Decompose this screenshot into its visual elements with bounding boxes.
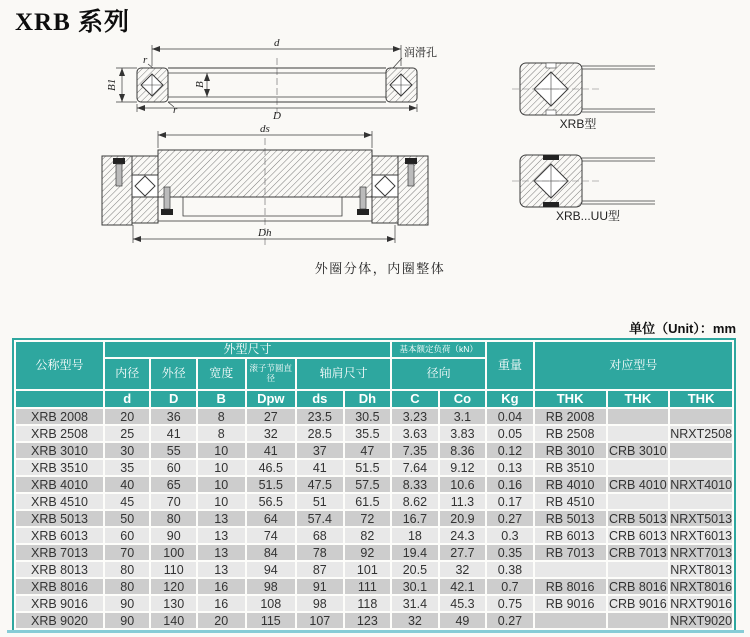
dim-label-r-bottom: r [173, 104, 178, 116]
value-cell: 25 [105, 426, 150, 441]
header-ds: ds [297, 391, 343, 407]
value-cell: 115 [247, 613, 296, 628]
value-cell: 57.4 [297, 511, 343, 526]
header-Dpw: Dpw [247, 391, 296, 407]
value-cell [670, 409, 732, 424]
value-cell [608, 409, 669, 424]
value-cell: 47.5 [297, 477, 343, 492]
value-cell: 0.27 [487, 613, 533, 628]
value-cell: 0.3 [487, 528, 533, 543]
value-cell: RB 2508 [535, 426, 606, 441]
value-cell: 30 [105, 443, 150, 458]
value-cell: 35 [105, 460, 150, 475]
value-cell: NRXT2508 [670, 426, 732, 441]
value-cell: RB 9016 [535, 596, 606, 611]
value-cell: 90 [105, 596, 150, 611]
value-cell: 27.7 [440, 545, 486, 560]
value-cell: 13 [198, 511, 245, 526]
value-cell: 90 [151, 528, 196, 543]
value-cell: RB 7013 [535, 545, 606, 560]
value-cell: 30.1 [392, 579, 438, 594]
value-cell: 0.12 [487, 443, 533, 458]
value-cell: 23.5 [297, 409, 343, 424]
xrb-type-drawing [512, 63, 655, 131]
table-row [16, 579, 732, 594]
value-cell: 84 [247, 545, 296, 560]
value-cell [608, 494, 669, 509]
value-cell: 0.17 [487, 494, 533, 509]
value-cell [608, 460, 669, 475]
value-cell: 13 [198, 545, 245, 560]
value-cell: 20 [105, 409, 150, 424]
value-cell: 120 [151, 579, 196, 594]
value-cell: RB 6013 [535, 528, 606, 543]
value-cell: 41 [247, 443, 296, 458]
model-cell: XRB 2508 [16, 426, 103, 441]
value-cell: 42.1 [440, 579, 486, 594]
header-shoulder: 轴肩尺寸 [297, 359, 390, 389]
value-cell: RB 5013 [535, 511, 606, 526]
value-cell: 60 [105, 528, 150, 543]
page-title: XRB 系列 [15, 9, 131, 36]
value-cell: 3.23 [392, 409, 438, 424]
value-cell: 13 [198, 528, 245, 543]
value-cell: 80 [105, 579, 150, 594]
value-cell: 98 [247, 579, 296, 594]
value-cell: 32 [440, 562, 486, 577]
value-cell: 80 [151, 511, 196, 526]
value-cell: 32 [247, 426, 296, 441]
value-cell: 60 [151, 460, 196, 475]
value-cell: RB 3010 [535, 443, 606, 458]
value-cell: 24.3 [440, 528, 486, 543]
technical-drawings [0, 26, 750, 316]
header-width: 宽度 [198, 359, 245, 389]
table-row [16, 409, 732, 424]
header-matching: 对应型号 [535, 342, 732, 389]
value-cell: 70 [151, 494, 196, 509]
value-cell: RB 2008 [535, 409, 606, 424]
value-cell: 30.5 [345, 409, 391, 424]
header-B: B [198, 391, 245, 407]
value-cell: NRXT6013 [670, 528, 732, 543]
header-bore: 内径 [105, 359, 150, 389]
value-cell: 8 [198, 426, 245, 441]
value-cell: NRXT7013 [670, 545, 732, 560]
value-cell: 32 [392, 613, 438, 628]
value-cell: 10 [198, 477, 245, 492]
value-cell: 45 [105, 494, 150, 509]
value-cell [608, 613, 669, 628]
value-cell: 0.13 [487, 460, 533, 475]
value-cell: 51.5 [345, 460, 391, 475]
value-cell: 107 [297, 613, 343, 628]
value-cell: 65 [151, 477, 196, 492]
value-cell: 0.75 [487, 596, 533, 611]
value-cell: 8.62 [392, 494, 438, 509]
value-cell [670, 494, 732, 509]
value-cell: 28.5 [297, 426, 343, 441]
value-cell: 0.7 [487, 579, 533, 594]
table-body [16, 409, 732, 628]
value-cell: 61.5 [345, 494, 391, 509]
value-cell: 101 [345, 562, 391, 577]
table-row [16, 562, 732, 577]
header-blank [16, 391, 103, 407]
header-Dh: Dh [345, 391, 391, 407]
ring-cross-section-drawing [106, 37, 437, 122]
model-cell: XRB 4510 [16, 494, 103, 509]
dim-label-B1: B1 [106, 78, 118, 91]
value-cell: CRB 8016 [609, 579, 667, 594]
value-cell: RB 4010 [535, 477, 606, 492]
header-Kg: Kg [487, 391, 533, 407]
value-cell: 41 [151, 426, 196, 441]
value-cell: 20 [198, 613, 245, 628]
xrb-type-label: XRB型 [559, 117, 597, 131]
value-cell: 0.27 [487, 511, 533, 526]
model-cell: XRB 3510 [16, 460, 103, 475]
value-cell: 37 [297, 443, 343, 458]
model-cell: XRB 4010 [16, 477, 103, 492]
value-cell: CRB 3010 [609, 443, 667, 458]
value-cell: 49 [440, 613, 486, 628]
value-cell: 7.35 [392, 443, 438, 458]
model-cell: XRB 9016 [16, 596, 103, 611]
value-cell: NRXT8013 [670, 562, 732, 577]
value-cell: 35.5 [345, 426, 391, 441]
value-cell: 140 [151, 613, 196, 628]
value-cell: 9.12 [440, 460, 486, 475]
value-cell: 100 [151, 545, 196, 560]
value-cell: 10 [198, 443, 245, 458]
header-d: d [105, 391, 150, 407]
header-thk-2: THK [608, 391, 669, 407]
value-cell: 11.3 [440, 494, 486, 509]
value-cell: 7.64 [392, 460, 438, 475]
value-cell: 19.4 [392, 545, 438, 560]
value-cell: RB 8016 [535, 579, 606, 594]
value-cell: 57.5 [345, 477, 391, 492]
model-cell: XRB 8013 [16, 562, 103, 577]
value-cell: 92 [345, 545, 391, 560]
value-cell: 0.04 [487, 409, 533, 424]
value-cell [535, 613, 606, 628]
value-cell: 46.5 [247, 460, 296, 475]
value-cell [608, 426, 669, 441]
dim-label-B: B [194, 81, 206, 88]
header-weight: 重量 [487, 342, 533, 389]
dim-label-d: d [274, 37, 280, 49]
value-cell: 8.36 [440, 443, 486, 458]
value-cell: 45.3 [440, 596, 486, 611]
lube-hole-label: 润滑孔 [404, 47, 437, 59]
value-cell: CRB 4010 [609, 477, 667, 492]
table-row [16, 494, 732, 509]
value-cell: 8.33 [392, 477, 438, 492]
value-cell: 110 [151, 562, 196, 577]
header-C: C [392, 391, 438, 407]
value-cell: 80 [105, 562, 150, 577]
dim-label-D: D [273, 110, 281, 122]
value-cell: NRXT4010 [670, 477, 732, 492]
value-cell: 90 [105, 613, 150, 628]
xrb-uu-type-label: XRB...UU型 [555, 209, 621, 223]
value-cell: 118 [345, 596, 391, 611]
model-cell: XRB 6013 [16, 528, 103, 543]
table-row [16, 596, 732, 611]
value-cell: 0.35 [487, 545, 533, 560]
table-row [16, 426, 732, 441]
model-cell: XRB 2008 [16, 409, 103, 424]
value-cell: 41 [297, 460, 343, 475]
value-cell: 111 [345, 579, 391, 594]
value-cell: CRB 7013 [609, 545, 667, 560]
value-cell: 0.16 [487, 477, 533, 492]
value-cell: 94 [247, 562, 296, 577]
header-od: 外径 [151, 359, 196, 389]
model-cell: XRB 9020 [16, 613, 103, 628]
dim-label-r-top: r [143, 54, 148, 66]
value-cell: CRB 5013 [609, 511, 667, 526]
value-cell: 13 [198, 562, 245, 577]
value-cell: 130 [151, 596, 196, 611]
value-cell: 51.5 [247, 477, 296, 492]
header-model: 公称型号 [16, 342, 103, 389]
header-roller-pitch: 滚子节圆直径 [247, 359, 296, 389]
table-row [16, 528, 732, 543]
value-cell: 82 [345, 528, 391, 543]
header-thk-1: THK [535, 391, 606, 407]
value-cell: 3.63 [392, 426, 438, 441]
dim-label-ds: ds [260, 123, 270, 135]
value-cell: 64 [247, 511, 296, 526]
value-cell: 10 [198, 494, 245, 509]
value-cell: 27 [247, 409, 296, 424]
value-cell: RB 4510 [535, 494, 606, 509]
dim-label-Dh: Dh [258, 227, 272, 239]
value-cell: 123 [345, 613, 391, 628]
value-cell: 18 [392, 528, 438, 543]
header-D: D [151, 391, 196, 407]
value-cell: CRB 6013 [609, 528, 667, 543]
xrb-uu-type-drawing [512, 155, 655, 223]
value-cell: 55 [151, 443, 196, 458]
model-cell: XRB 7013 [16, 545, 103, 560]
table-row [16, 545, 732, 560]
value-cell [670, 460, 732, 475]
value-cell: 56.5 [247, 494, 296, 509]
value-cell: 20.5 [392, 562, 438, 577]
value-cell: 72 [345, 511, 391, 526]
spec-table [12, 338, 736, 632]
value-cell: 0.38 [487, 562, 533, 577]
table-row [16, 443, 732, 458]
value-cell: 10.6 [440, 477, 486, 492]
table-bottom-accent-line [7, 630, 744, 633]
value-cell: NRXT9020 [670, 613, 732, 628]
header-rated-load: 基本额定负荷（kN） [392, 342, 485, 357]
value-cell: NRXT5013 [670, 511, 732, 526]
value-cell: 3.83 [440, 426, 486, 441]
table-row [16, 613, 732, 628]
mounted-caption: 外圈分体，内圈整体 [314, 261, 446, 276]
value-cell: 47 [345, 443, 391, 458]
value-cell: 10 [198, 460, 245, 475]
header-outer-dims: 外型尺寸 [105, 342, 390, 357]
model-cell: XRB 8016 [16, 579, 103, 594]
header-thk-3: THK [670, 391, 732, 407]
model-cell: XRB 3010 [16, 443, 103, 458]
value-cell: 8 [198, 409, 245, 424]
value-cell: 70 [105, 545, 150, 560]
value-cell [670, 443, 732, 458]
table-row [16, 511, 732, 526]
value-cell: 91 [297, 579, 343, 594]
value-cell: 16.7 [392, 511, 438, 526]
value-cell: 36 [151, 409, 196, 424]
value-cell: 3.1 [440, 409, 486, 424]
value-cell: RB 3510 [535, 460, 606, 475]
value-cell: 87 [297, 562, 343, 577]
mounted-assembly-drawing [102, 123, 445, 277]
value-cell: 20.9 [440, 511, 486, 526]
value-cell: 51 [297, 494, 343, 509]
value-cell: 68 [297, 528, 343, 543]
table-row [16, 460, 732, 475]
value-cell: 31.4 [392, 596, 438, 611]
value-cell: 50 [105, 511, 150, 526]
value-cell [535, 562, 606, 577]
value-cell: 78 [297, 545, 343, 560]
header-Co: Co [440, 391, 486, 407]
value-cell [608, 562, 669, 577]
value-cell: 40 [105, 477, 150, 492]
value-cell: NRXT8016 [670, 579, 732, 594]
unit-label: 单位（Unit）：mm [629, 321, 736, 336]
value-cell: 16 [198, 596, 245, 611]
value-cell: 74 [247, 528, 296, 543]
value-cell: 108 [247, 596, 296, 611]
value-cell: 16 [198, 579, 245, 594]
table-row [16, 477, 732, 492]
value-cell: 0.05 [487, 426, 533, 441]
model-cell: XRB 5013 [16, 511, 103, 526]
header-radial: 径向 [392, 359, 485, 389]
value-cell: NRXT9016 [670, 596, 732, 611]
value-cell: 98 [297, 596, 343, 611]
value-cell: CRB 9016 [609, 596, 667, 611]
